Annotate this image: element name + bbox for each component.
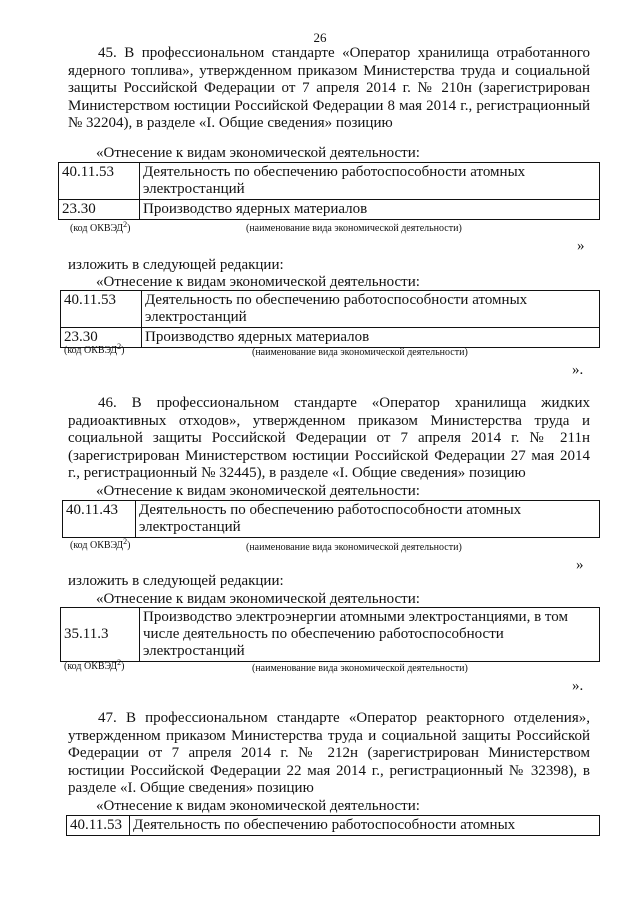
okved-code: 40.11.53 [67,816,130,836]
okved-name: Производство ядерных материалов [142,328,600,348]
table-row [61,328,600,348]
okved-code: 40.11.43 [63,501,136,538]
okved-name-caption: (наименование вида экономической деятельности) [246,542,462,553]
quote-end: » [577,238,585,254]
okved-name: Производство электроэнергии атомными электростанциями, в том числе деятельность по обеспечению работоспособности электростанций [140,608,600,662]
table-row [61,291,600,328]
okved-code-caption: (код ОКВЭД$^2$) [64,342,125,356]
okved-code-caption: (код ОКВЭД$^2$) [70,220,131,234]
quote-end: » [576,557,584,573]
okved-code: 23.30 [59,200,140,220]
okved-name: Деятельность по обеспечению работоспособности атомных [130,816,600,836]
table-row [59,200,600,220]
table-row [67,816,600,836]
okved-code: 35.11.3 [61,608,140,662]
replace-text: изложить в следующей редакции: [68,573,284,589]
item-47-old-table [66,815,600,836]
table-row [63,501,600,538]
okved-code-caption: (код ОКВЭД$^2$) [70,537,131,551]
okved-name: Деятельность по обеспечению работоспособности атомных электростанций [136,501,600,538]
okved-name-caption: (наименование вида экономической деятельности) [252,347,468,358]
item-45-heading: «Отнесение к видам экономической деятельности: [96,145,420,161]
item-46-heading: «Отнесение к видам экономической деятельности: [96,483,420,499]
okved-name: Деятельность по обеспечению работоспособности атомных электростанций [142,291,600,328]
replace-text: изложить в следующей редакции: [68,257,284,273]
okved-name-caption: (наименование вида экономической деятельности) [252,663,468,674]
okved-code: 40.11.53 [59,163,140,200]
item-46-old-table [62,500,600,538]
okved-code: 40.11.53 [61,291,142,328]
table-row [61,608,600,662]
item-47-heading: «Отнесение к видам экономической деятельности: [96,798,420,814]
quote-end: ». [572,678,584,694]
item-45-intro: 45. В профессиональном стандарте «Оператор хранилища отработанного ядерного топлива», утвержденном приказом Министерства труда и социальной защиты Российской Федерации от 7 апреля 2014 г. № 210н (зарегистрирован Министерством юстиции Российской Федерации 8 мая 2014 г., регистрационный № 32204), в разделе «I. Общие сведения» позицию [68,45,590,131]
okved-code: 23.30 [61,328,142,348]
table-row [59,163,600,200]
item-45-new-table [60,290,600,348]
item-45-heading-new: «Отнесение к видам экономической деятельности: [96,274,420,290]
okved-name: Деятельность по обеспечению работоспособности атомных электростанций [140,163,600,200]
page-number: 26 [313,30,327,45]
item-47-intro: 47. В профессиональном стандарте «Оператор реакторного отделения», утвержденном приказом Министерства труда и социальной защиты Российской Федерации от 7 апреля 2014 г. № 212н (зарегистрирован Министерством юстиции Российской Федерации 22 мая 2014 г., регистрационный № 32398), в разделе «I. Общие сведения» позицию [68,710,590,796]
quote-end: ». [572,362,584,378]
item-46-heading-new: «Отнесение к видам экономической деятельности: [96,591,420,607]
item-46-intro: 46. В профессиональном стандарте «Оператор хранилища жидких радиоактивных отходов», утвержденном приказом Министерства труда и социальной защиты Российской Федерации от 7 апреля 2014 г. № 211н (зарегистрирован Министерством юстиции Российской Федерации 27 мая 2014 г., регистрационный № 32445), в разделе «I. Общие сведения» позицию [68,395,590,481]
okved-name: Производство ядерных материалов [140,200,600,220]
item-46-new-table [60,607,600,662]
okved-name-caption: (наименование вида экономической деятельности) [246,223,462,234]
okved-code-caption: (код ОКВЭД$^2$) [64,658,125,672]
item-45-old-table [58,162,600,220]
